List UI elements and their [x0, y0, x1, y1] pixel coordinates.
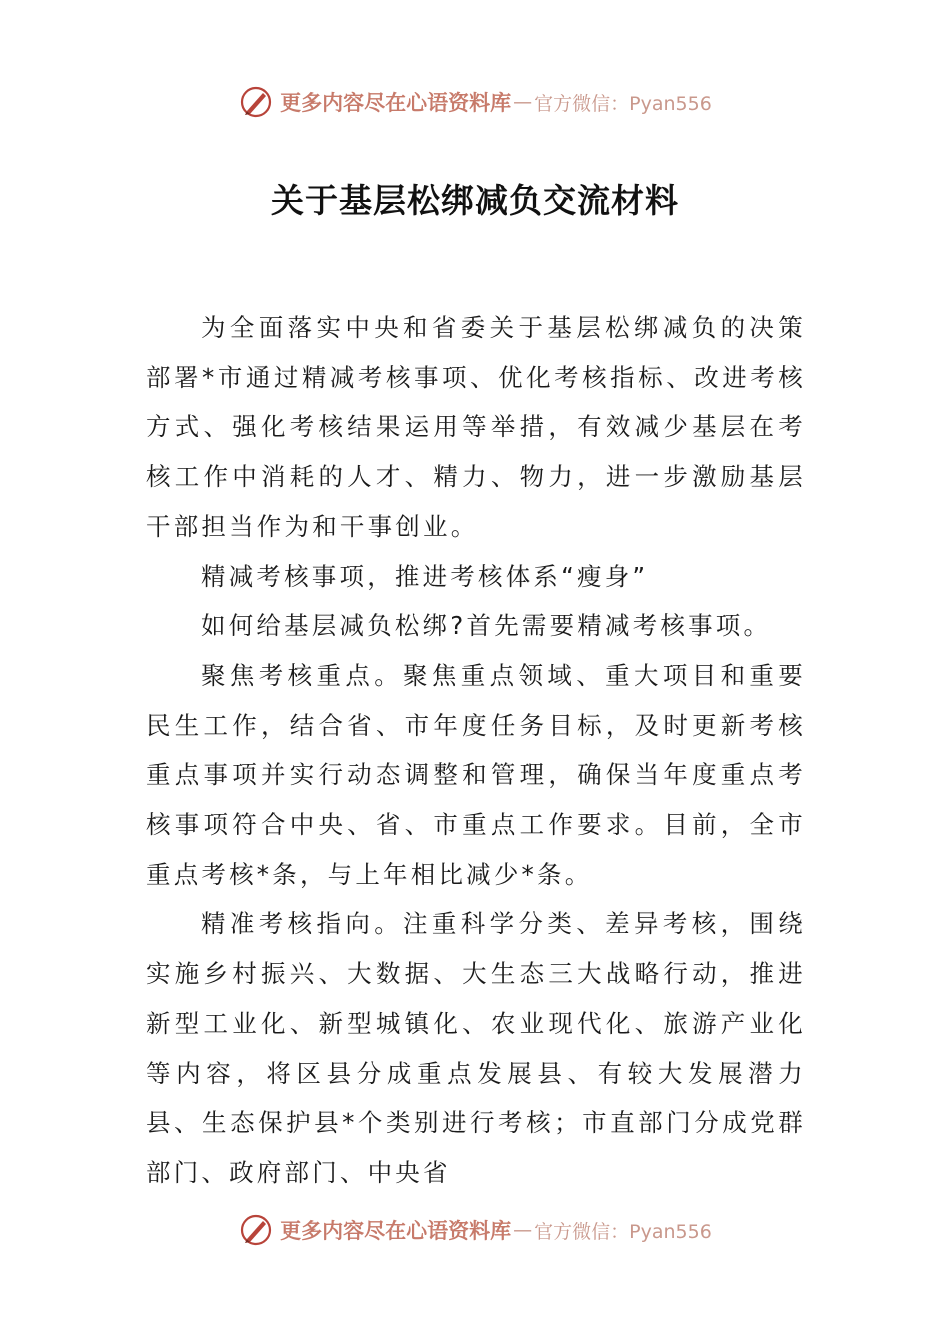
- paragraph: 如何给基层减负松绑?首先需要精减考核事项。: [201, 611, 772, 641]
- watermark-footer: [0, 1210, 950, 1250]
- pen-logo-icon: [238, 84, 274, 120]
- document-body: [146, 303, 806, 1198]
- watermark-header: [0, 82, 950, 122]
- watermark-main-text: 更多内容尽在心语资料库: [280, 90, 512, 115]
- document-title: 关于基层松绑减负交流材料: [271, 181, 679, 220]
- paragraph: 聚焦考核重点。聚焦重点领域、重大项目和重要民生工作，结合省、市年度任务目标，及时更新考核重点事项并实行动态调整和管理，确保当年度重点考核事项符合中央、省、市重点工作要求。目前，全市重点考核*条，与上年相比减少*条。: [146, 660, 806, 889]
- paragraph: 精准考核指向。注重科学分类、差异考核，围绕实施乡村振兴、大数据、大生态三大战略行动，推进新型工业化、新型城镇化、农业现代化、旅游产业化等内容，将区县分成重点发展县、有较大发展潜力县、生态保护县*个类别进行考核；市直部门分成党群部门、政府部门、中央省: [146, 909, 806, 1187]
- watermark-sub-text: 官方微信：Pyan556: [534, 92, 712, 115]
- watermark-dash: —: [513, 1219, 533, 1241]
- watermark-dash: —: [513, 91, 533, 113]
- paragraph: 为全面落实中央和省委关于基层松绑减负的决策部署*市通过精减考核事项、优化考核指标、改进考核方式、强化考核结果运用等举措，有效减少基层在考核工作中消耗的人才、精力、物力，进一步激励基层干部担当作为和干事创业。: [146, 313, 806, 541]
- section-heading: 精减考核事项，推进考核体系“瘦身”: [201, 561, 649, 591]
- pen-logo-icon: [238, 1212, 274, 1248]
- watermark-sub-text: 官方微信：Pyan556: [534, 1220, 712, 1243]
- watermark-main-text: 更多内容尽在心语资料库: [280, 1218, 512, 1243]
